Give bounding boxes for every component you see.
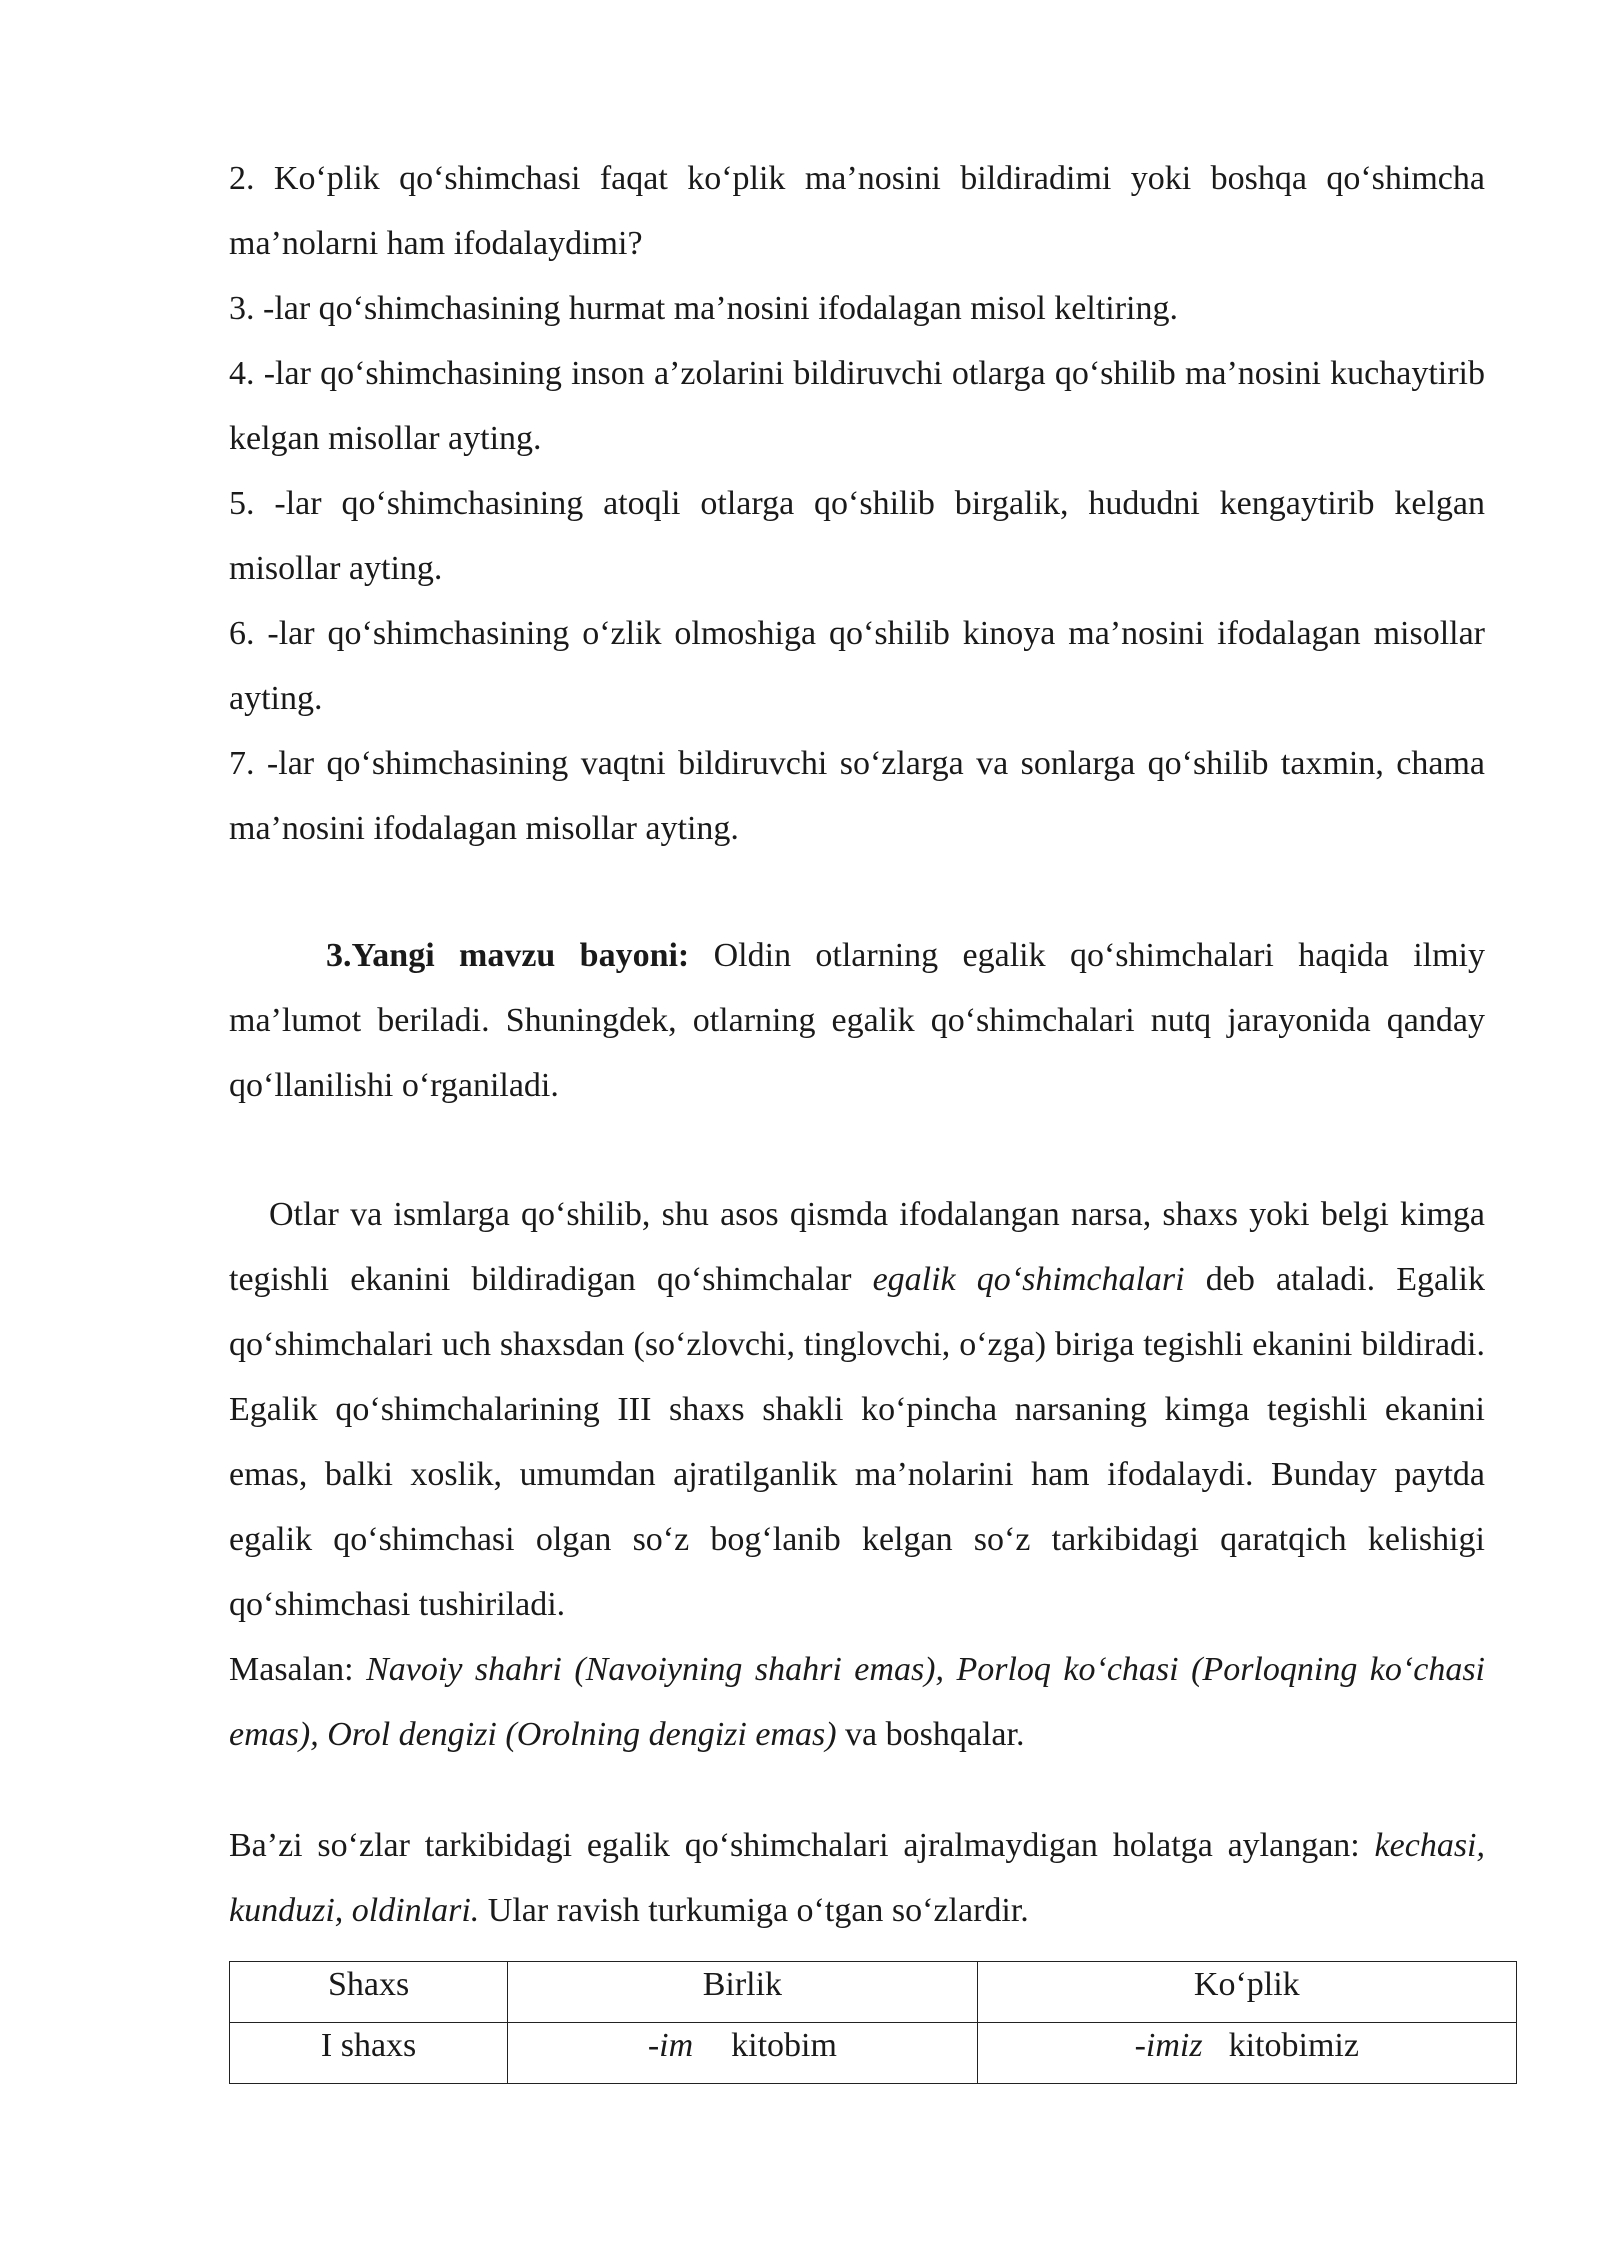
section-paragraph — [229, 923, 1485, 1118]
page-content — [229, 146, 1485, 1943]
example-after: va boshqalar. — [836, 1716, 1025, 1753]
header-singular: Birlik — [508, 1962, 977, 2023]
adverbs-words: kechasi, kunduzi, oldinlari. — [229, 1827, 1485, 1929]
adverbs-paragraph — [229, 1813, 1485, 1943]
adverbs-after: Ular ravish turkumiga o‘tgan so‘zlardir. — [479, 1892, 1029, 1929]
question-7: 7. -lar qo‘shimchasining vaqtni bildiruvchi so‘zlarga va sonlarga qo‘shilib taxmin, chama ma’nosini ifodalagan misollar ayting. — [229, 745, 1485, 847]
question-4: 4. -lar qo‘shimchasining inson a’zolarini bildiruvchi otlarga qo‘shilib ma’nosini kuchaytirib kelgan misollar ayting. — [229, 355, 1485, 457]
section-text: Oldin otlarning egalik qo‘shimchalari haqida ilmiy ma’lumot beriladi. Shuningdek, otlarning egalik qo‘shimchalari nutq jarayonida qanday qo‘llanilishi o‘rganiladi. — [229, 937, 1485, 1104]
header-person: Shaxs — [230, 1962, 508, 2023]
question-2: 2. Ko‘plik qo‘shimchasi faqat ko‘plik ma’nosini bildiradimi yoki boshqa qo‘shimcha ma’nolarni ham ifodalaydimi? — [229, 160, 1485, 262]
table-header-row — [230, 1962, 1517, 2023]
header-plural: Ko‘plik — [977, 1962, 1516, 2023]
spacer — [229, 1118, 1485, 1182]
plural-suffix: -imiz — [1134, 2027, 1203, 2064]
cell-singular — [508, 2023, 977, 2084]
adverbs-text: Ba’zi so‘zlar tarkibidagi egalik qo‘shimchalari ajralmaydigan holatga aylangan: — [229, 1827, 1375, 1864]
question-6: 6. -lar qo‘shimchasining o‘zlik olmoshiga qo‘shilib kinoya ma’nosini ifodalagan misollar ayting. — [229, 615, 1485, 717]
definition-paragraph — [229, 1182, 1485, 1637]
singular-suffix: -im — [647, 2027, 694, 2064]
definition-after: deb ataladi. Egalik qo‘shimchalari uch shaxsdan (so‘zlovchi, tinglovchi, o‘zga) biriga tegishli ekanini bildiradi. Egalik qo‘shimchalarining III shaxs shakli ko‘pincha narsaning kimga tegishli ekanini emas, balki xoslik, umumdan ajratilganlik ma’nolarini ham ifodalaydi. Bunday paytda egalik qo‘shimchasi olgan so‘z bog‘lanib kelgan so‘z tarkibidagi qaratqich kelishigi qo‘shimchasi tushiriladi. — [229, 1261, 1485, 1623]
plural-word: kitobimiz — [1228, 2027, 1359, 2064]
question-5: 5. -lar qo‘shimchasining atoqli otlarga qo‘shilib birgalik, hududni kengaytirib kelgan misollar ayting. — [229, 485, 1485, 587]
definition-term: egalik qo‘shimchalari — [872, 1261, 1185, 1298]
section-heading: 3.Yangi mavzu bayoni: — [326, 937, 690, 974]
cell-person: I shaxs — [230, 2023, 508, 2084]
cell-plural — [977, 2023, 1516, 2084]
question-3: 3. -lar qo‘shimchasining hurmat ma’nosini ifodalagan misol keltiring. — [229, 290, 1178, 327]
definition-before: Otlar va ismlarga qo‘shilib, shu asos qismda ifodalangan narsa, shaxs yoki belgi kimga tegishli ekanini bildiradigan qo‘shimchalar — [229, 1196, 1485, 1298]
table-row — [230, 2023, 1517, 2084]
example-label: Masalan: — [229, 1651, 367, 1688]
possessive-suffix-table — [229, 1961, 1517, 2084]
spacer — [229, 1767, 1485, 1813]
singular-word: kitobim — [731, 2027, 837, 2064]
example-items: Navoiy shahri (Navoiyning shahri emas), Porloq ko‘chasi (Porloqning ko‘chasi emas), Orol dengizi (Orolning dengizi emas) — [229, 1651, 1485, 1753]
spacer — [229, 861, 1485, 923]
example-paragraph — [229, 1637, 1485, 1767]
